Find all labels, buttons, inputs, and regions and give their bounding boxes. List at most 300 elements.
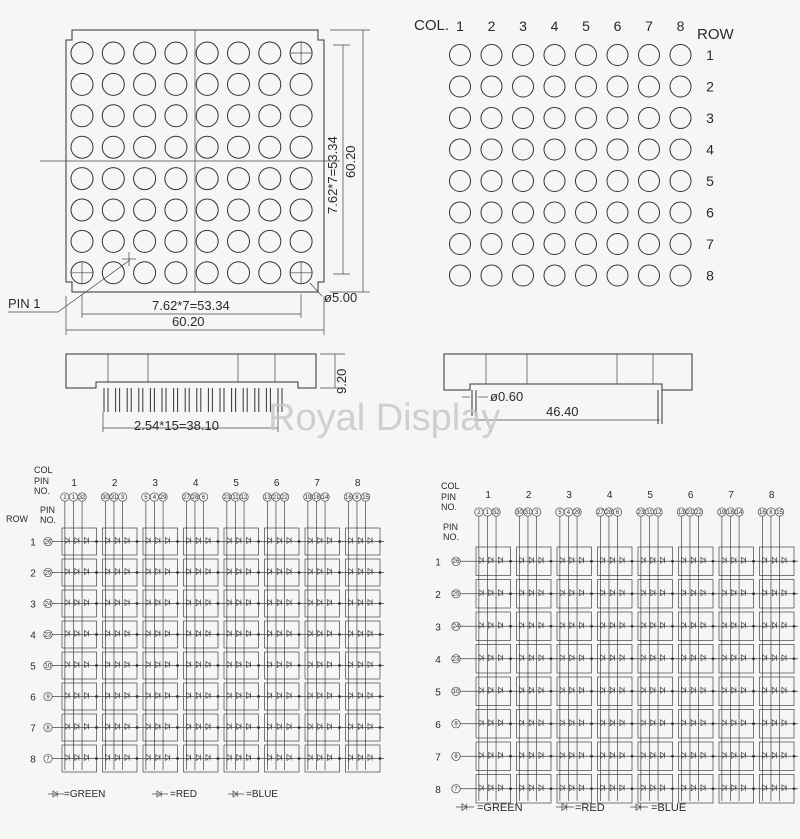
col-pin-number: 13 [264, 494, 271, 501]
led-dot [481, 45, 502, 66]
diode-symbol [308, 600, 312, 606]
col-number: 5 [582, 18, 590, 34]
led-dot [228, 168, 250, 190]
led-dot [290, 230, 312, 252]
diode-symbol [682, 655, 686, 661]
legend-left-red: =RED [170, 789, 197, 800]
row-number: 2 [30, 568, 36, 580]
junction-dot [338, 664, 341, 667]
diode-symbol [601, 752, 605, 758]
diode-symbol [237, 600, 241, 606]
diode-symbol [156, 631, 160, 637]
diode-symbol [125, 569, 129, 575]
col-pin-number: 15 [362, 494, 369, 501]
led-dot [576, 108, 597, 129]
led-dot [450, 202, 471, 223]
col-pin-number: 22 [281, 494, 288, 501]
diode-symbol [287, 538, 291, 544]
row-pin-number: 26 [452, 559, 460, 566]
diode-symbol [498, 785, 502, 791]
diode-symbol [722, 752, 726, 758]
legend-left-green: =GREEN [64, 789, 106, 800]
diode-symbol [327, 693, 331, 699]
diode-symbol [327, 600, 331, 606]
diode-symbol [539, 590, 543, 596]
diode-symbol [308, 724, 312, 730]
led-dot [71, 199, 93, 221]
col-pin-number: 29 [159, 494, 167, 501]
row-number: 6 [435, 719, 441, 731]
junction-dot [793, 592, 796, 595]
diode-symbol [268, 724, 272, 730]
diode-symbol [701, 687, 705, 693]
diode-symbol [358, 755, 362, 761]
diode-symbol [237, 569, 241, 575]
diode-symbol [782, 622, 786, 628]
diode-symbol [156, 662, 160, 668]
led-dot [228, 73, 250, 95]
diode-symbol [741, 655, 745, 661]
col-number: 8 [676, 18, 685, 34]
diode-symbol [115, 600, 119, 606]
diode-symbol [115, 755, 119, 761]
diode-symbol [560, 557, 564, 563]
diode-symbol [479, 720, 483, 726]
col-number: 3 [152, 478, 158, 489]
diode-symbol [368, 662, 372, 668]
pin-dia-label: ø0.60 [490, 389, 524, 404]
pin1-leader [58, 260, 130, 312]
led-dot [165, 168, 187, 190]
diode-symbol [601, 622, 605, 628]
diode-symbol [560, 752, 564, 758]
diode-symbol [206, 693, 210, 699]
diode-symbol [651, 752, 655, 758]
col-pin-number: 12 [654, 509, 662, 516]
junction-dot [631, 690, 634, 693]
led-dot [259, 168, 281, 190]
diode-symbol [560, 655, 564, 661]
junction-dot [752, 592, 755, 595]
diode-symbol [246, 538, 250, 544]
diode-symbol [489, 590, 493, 596]
diode-symbol [125, 631, 129, 637]
junction-dot [590, 755, 593, 758]
led-dot [134, 199, 156, 221]
junction-dot [379, 633, 382, 636]
junction-dot [136, 757, 139, 760]
led-dot [165, 73, 187, 95]
diode-symbol [763, 720, 767, 726]
led-dot [607, 202, 628, 223]
col-pin-number: 8 [355, 494, 359, 501]
numbered-row-labels [706, 47, 714, 284]
diode-symbol [479, 785, 483, 791]
led-dot [450, 45, 471, 66]
led-dot [196, 73, 218, 95]
diode-symbol [732, 752, 736, 758]
led-dot [481, 202, 502, 223]
junction-dot [298, 757, 301, 760]
junction-dot [793, 690, 796, 693]
diode-symbol [601, 590, 605, 596]
diode-symbol [196, 662, 200, 668]
junction-dot [590, 560, 593, 563]
junction-dot [752, 787, 755, 790]
diode-symbol [106, 569, 110, 575]
diode-symbol [75, 600, 79, 606]
row-number: 5 [435, 687, 441, 699]
diode-symbol [368, 569, 372, 575]
diode-symbol [358, 631, 362, 637]
row-number: 4 [30, 630, 36, 642]
pin-heading: NO. [34, 486, 51, 496]
led-dot [607, 265, 628, 286]
col-number: 5 [233, 478, 239, 489]
junction-dot [95, 757, 98, 760]
pin-heading: PIN [441, 492, 457, 502]
col-number: 2 [111, 478, 118, 489]
diode-symbol [722, 655, 726, 661]
diode-symbol [287, 631, 291, 637]
diode-symbol [641, 590, 645, 596]
diode-symbol [237, 693, 241, 699]
led-dot [228, 199, 250, 221]
dot-dia-label: ø5.00 [324, 290, 358, 305]
junction-dot [793, 722, 796, 725]
width-h-label: 60.20 [172, 314, 205, 329]
col-pin-number: 15 [776, 509, 783, 516]
led-dot [165, 136, 187, 158]
diode-symbol [498, 720, 502, 726]
diode-symbol [701, 557, 705, 563]
row-pin-heading: NO. [40, 515, 57, 525]
col-heading: COL [34, 465, 53, 475]
junction-dot [379, 571, 382, 574]
junction-dot [379, 602, 382, 605]
row-number: 8 [435, 784, 441, 796]
junction-dot [136, 540, 139, 543]
col-pin-number: 30 [516, 509, 523, 516]
diode-symbol [187, 569, 191, 575]
diode-symbol [65, 631, 69, 637]
diode-symbol [498, 687, 502, 693]
led-dot [450, 139, 471, 160]
diode-symbol [106, 662, 110, 668]
diode-symbol [529, 622, 533, 628]
pin-heading: PIN [34, 476, 50, 486]
numbered-view [414, 17, 735, 286]
row-number: 1 [30, 537, 36, 549]
led-dot [228, 230, 250, 252]
led-dot [576, 76, 597, 97]
row-pin-number: 8 [46, 725, 50, 732]
junction-dot [509, 787, 512, 790]
junction-dot [509, 560, 512, 563]
diode-symbol [741, 557, 745, 563]
junction-dot [379, 726, 382, 729]
diode-symbol [682, 557, 686, 563]
led-dot [544, 234, 565, 255]
led-dot [134, 262, 156, 284]
diode-symbol [196, 631, 200, 637]
diode-symbol [782, 655, 786, 661]
diode-symbol [529, 590, 533, 596]
diode-symbol [691, 785, 695, 791]
junction-dot [176, 664, 179, 667]
diode-symbol [782, 557, 786, 563]
diode-symbol [763, 590, 767, 596]
diode-symbol [65, 600, 69, 606]
led-dot [670, 202, 691, 223]
junction-dot [176, 633, 179, 636]
col-pin-number: 18 [727, 509, 734, 516]
junction-dot [338, 571, 341, 574]
junction-dot [550, 787, 553, 790]
led-dot [102, 105, 124, 127]
diode-symbol [579, 720, 583, 726]
junction-dot [671, 560, 674, 563]
led-dot [670, 234, 691, 255]
diode-symbol [489, 655, 493, 661]
junction-dot [712, 722, 715, 725]
diode-symbol [601, 557, 605, 563]
row-number: 5 [706, 173, 714, 189]
diode-symbol [579, 590, 583, 596]
diode-symbol [268, 600, 272, 606]
row-pin-heading: NO. [443, 532, 460, 542]
diode-symbol [165, 631, 169, 637]
junction-dot [95, 726, 98, 729]
led-dot [544, 76, 565, 97]
led-dot [71, 105, 93, 127]
diode-symbol [146, 569, 150, 575]
diode-symbol [763, 622, 767, 628]
diode-symbol [156, 693, 160, 699]
diode-symbol [479, 655, 483, 661]
diode-symbol [308, 693, 312, 699]
diode-symbol [772, 655, 776, 661]
led-dot [670, 171, 691, 192]
led-dot [450, 171, 471, 192]
junction-dot [379, 664, 382, 667]
diode-symbol [318, 631, 322, 637]
junction-dot [257, 571, 260, 574]
diode-symbol [741, 785, 745, 791]
diode-symbol [763, 557, 767, 563]
diode-symbol [579, 785, 583, 791]
row-number: 2 [435, 589, 441, 601]
diode-symbol [579, 557, 583, 563]
diode-symbol [287, 755, 291, 761]
led-dot [513, 171, 534, 192]
col-pin-number: 2 [477, 509, 481, 516]
led-dot [259, 230, 281, 252]
diode-symbol [479, 752, 483, 758]
col-pin-number: 19 [718, 509, 726, 516]
junction-dot [671, 690, 674, 693]
diode-symbol [520, 590, 524, 596]
diode-symbol [115, 538, 119, 544]
pitch-h-label: 7.62*7=53.34 [152, 298, 230, 313]
led-dot [259, 262, 281, 284]
led-dot [639, 265, 660, 286]
diode-symbol [682, 590, 686, 596]
row-pin-heading: PIN [40, 505, 56, 515]
diode-symbol [327, 631, 331, 637]
junction-dot [217, 633, 220, 636]
led-dot [259, 199, 281, 221]
diode-symbol [75, 631, 79, 637]
junction-dot [217, 664, 220, 667]
junction-dot [752, 755, 755, 758]
led-dot [134, 168, 156, 190]
led-dot [71, 42, 93, 64]
diode-symbol [318, 755, 322, 761]
diode-symbol [308, 538, 312, 544]
diode-symbol [620, 785, 624, 791]
diode-symbol [660, 720, 664, 726]
diode-symbol [84, 600, 88, 606]
led-dot [607, 76, 628, 97]
junction-dot [712, 560, 715, 563]
led-dot [134, 105, 156, 127]
led-dot [196, 42, 218, 64]
col-number: 2 [487, 18, 496, 34]
diode-symbol [732, 720, 736, 726]
diode-symbol [782, 687, 786, 693]
junction-dot [550, 722, 553, 725]
diode-symbol [227, 662, 231, 668]
diode-symbol [620, 557, 624, 563]
col-pin-number: 23 [637, 509, 645, 516]
diode-symbol [146, 538, 150, 544]
junction-dot [257, 633, 260, 636]
diode-symbol [349, 662, 353, 668]
diode-symbol [318, 693, 322, 699]
junction-dot [217, 540, 220, 543]
diode-symbol [65, 538, 69, 544]
junction-dot [257, 695, 260, 698]
diode-symbol [489, 720, 493, 726]
diode-symbol [741, 752, 745, 758]
junction-dot [217, 695, 220, 698]
diode-symbol [84, 755, 88, 761]
junction-dot [509, 722, 512, 725]
diode-symbol [520, 752, 524, 758]
diode-symbol [732, 785, 736, 791]
junction-dot [590, 722, 593, 725]
diode-symbol [146, 631, 150, 637]
diode-symbol [308, 662, 312, 668]
diode-symbol [358, 569, 362, 575]
diode-symbol [520, 720, 524, 726]
junction-dot [793, 755, 796, 758]
schematic-left [6, 465, 384, 772]
col-pin-number: 21 [686, 509, 694, 516]
col-pin-number: 1 [485, 509, 490, 516]
diode-symbol [206, 569, 210, 575]
led-dot [228, 105, 250, 127]
diode-symbol [206, 755, 210, 761]
led-dot [481, 76, 502, 97]
diode-symbol [165, 662, 169, 668]
led-dot [544, 139, 565, 160]
diode-symbol [349, 693, 353, 699]
junction-dot [550, 657, 553, 660]
junction-dot [298, 633, 301, 636]
diode-symbol [772, 590, 776, 596]
led-dot [544, 265, 565, 286]
led-dot [259, 136, 281, 158]
row-pin-number: 9 [46, 694, 50, 701]
diode-symbol [691, 655, 695, 661]
diode-symbol [237, 755, 241, 761]
diode-symbol [65, 724, 69, 730]
junction-dot [338, 695, 341, 698]
diode-symbol [125, 755, 129, 761]
diode-symbol [660, 752, 664, 758]
diode-symbol [318, 724, 322, 730]
led-dot [639, 45, 660, 66]
row-number: 8 [706, 267, 714, 284]
row-number: 1 [706, 47, 714, 63]
diode-symbol [641, 752, 645, 758]
diode-symbol [741, 590, 745, 596]
diode-symbol [610, 622, 614, 628]
diode-symbol [620, 655, 624, 661]
junction-dot [379, 540, 382, 543]
diode-symbol [691, 687, 695, 693]
led-dot [513, 234, 534, 255]
diode-symbol [498, 655, 502, 661]
junction-dot [671, 592, 674, 595]
col-number: 6 [613, 18, 622, 34]
diode-symbol [75, 662, 79, 668]
diode-symbol [660, 622, 664, 628]
row-number: 7 [435, 752, 441, 764]
led-dot [670, 108, 691, 129]
diode-symbol [682, 752, 686, 758]
led-dot [513, 108, 534, 129]
col-pin-number: 28 [191, 494, 199, 501]
row-number: 3 [435, 622, 441, 634]
diode-symbol [539, 785, 543, 791]
diode-symbol [358, 600, 362, 606]
diode-symbol [187, 724, 191, 730]
led-dot [290, 105, 312, 127]
junction-dot [217, 726, 220, 729]
junction-dot [136, 602, 139, 605]
diode-symbol [277, 569, 281, 575]
junction-dot [712, 592, 715, 595]
diode-symbol [75, 538, 79, 544]
diode-symbol [620, 590, 624, 596]
junction-dot [298, 695, 301, 698]
diode-symbol [165, 538, 169, 544]
col-pin-number: 14 [321, 494, 329, 501]
led-dot [196, 168, 218, 190]
front-view [8, 30, 370, 335]
diode-symbol [479, 622, 483, 628]
col-pin-number: 6 [201, 494, 206, 501]
col-pin-number: 1 [71, 494, 76, 501]
col-number: 1 [71, 478, 77, 489]
junction-dot [550, 690, 553, 693]
row-number: 8 [30, 754, 36, 766]
diode-symbol [539, 720, 543, 726]
diode-symbol [539, 655, 543, 661]
